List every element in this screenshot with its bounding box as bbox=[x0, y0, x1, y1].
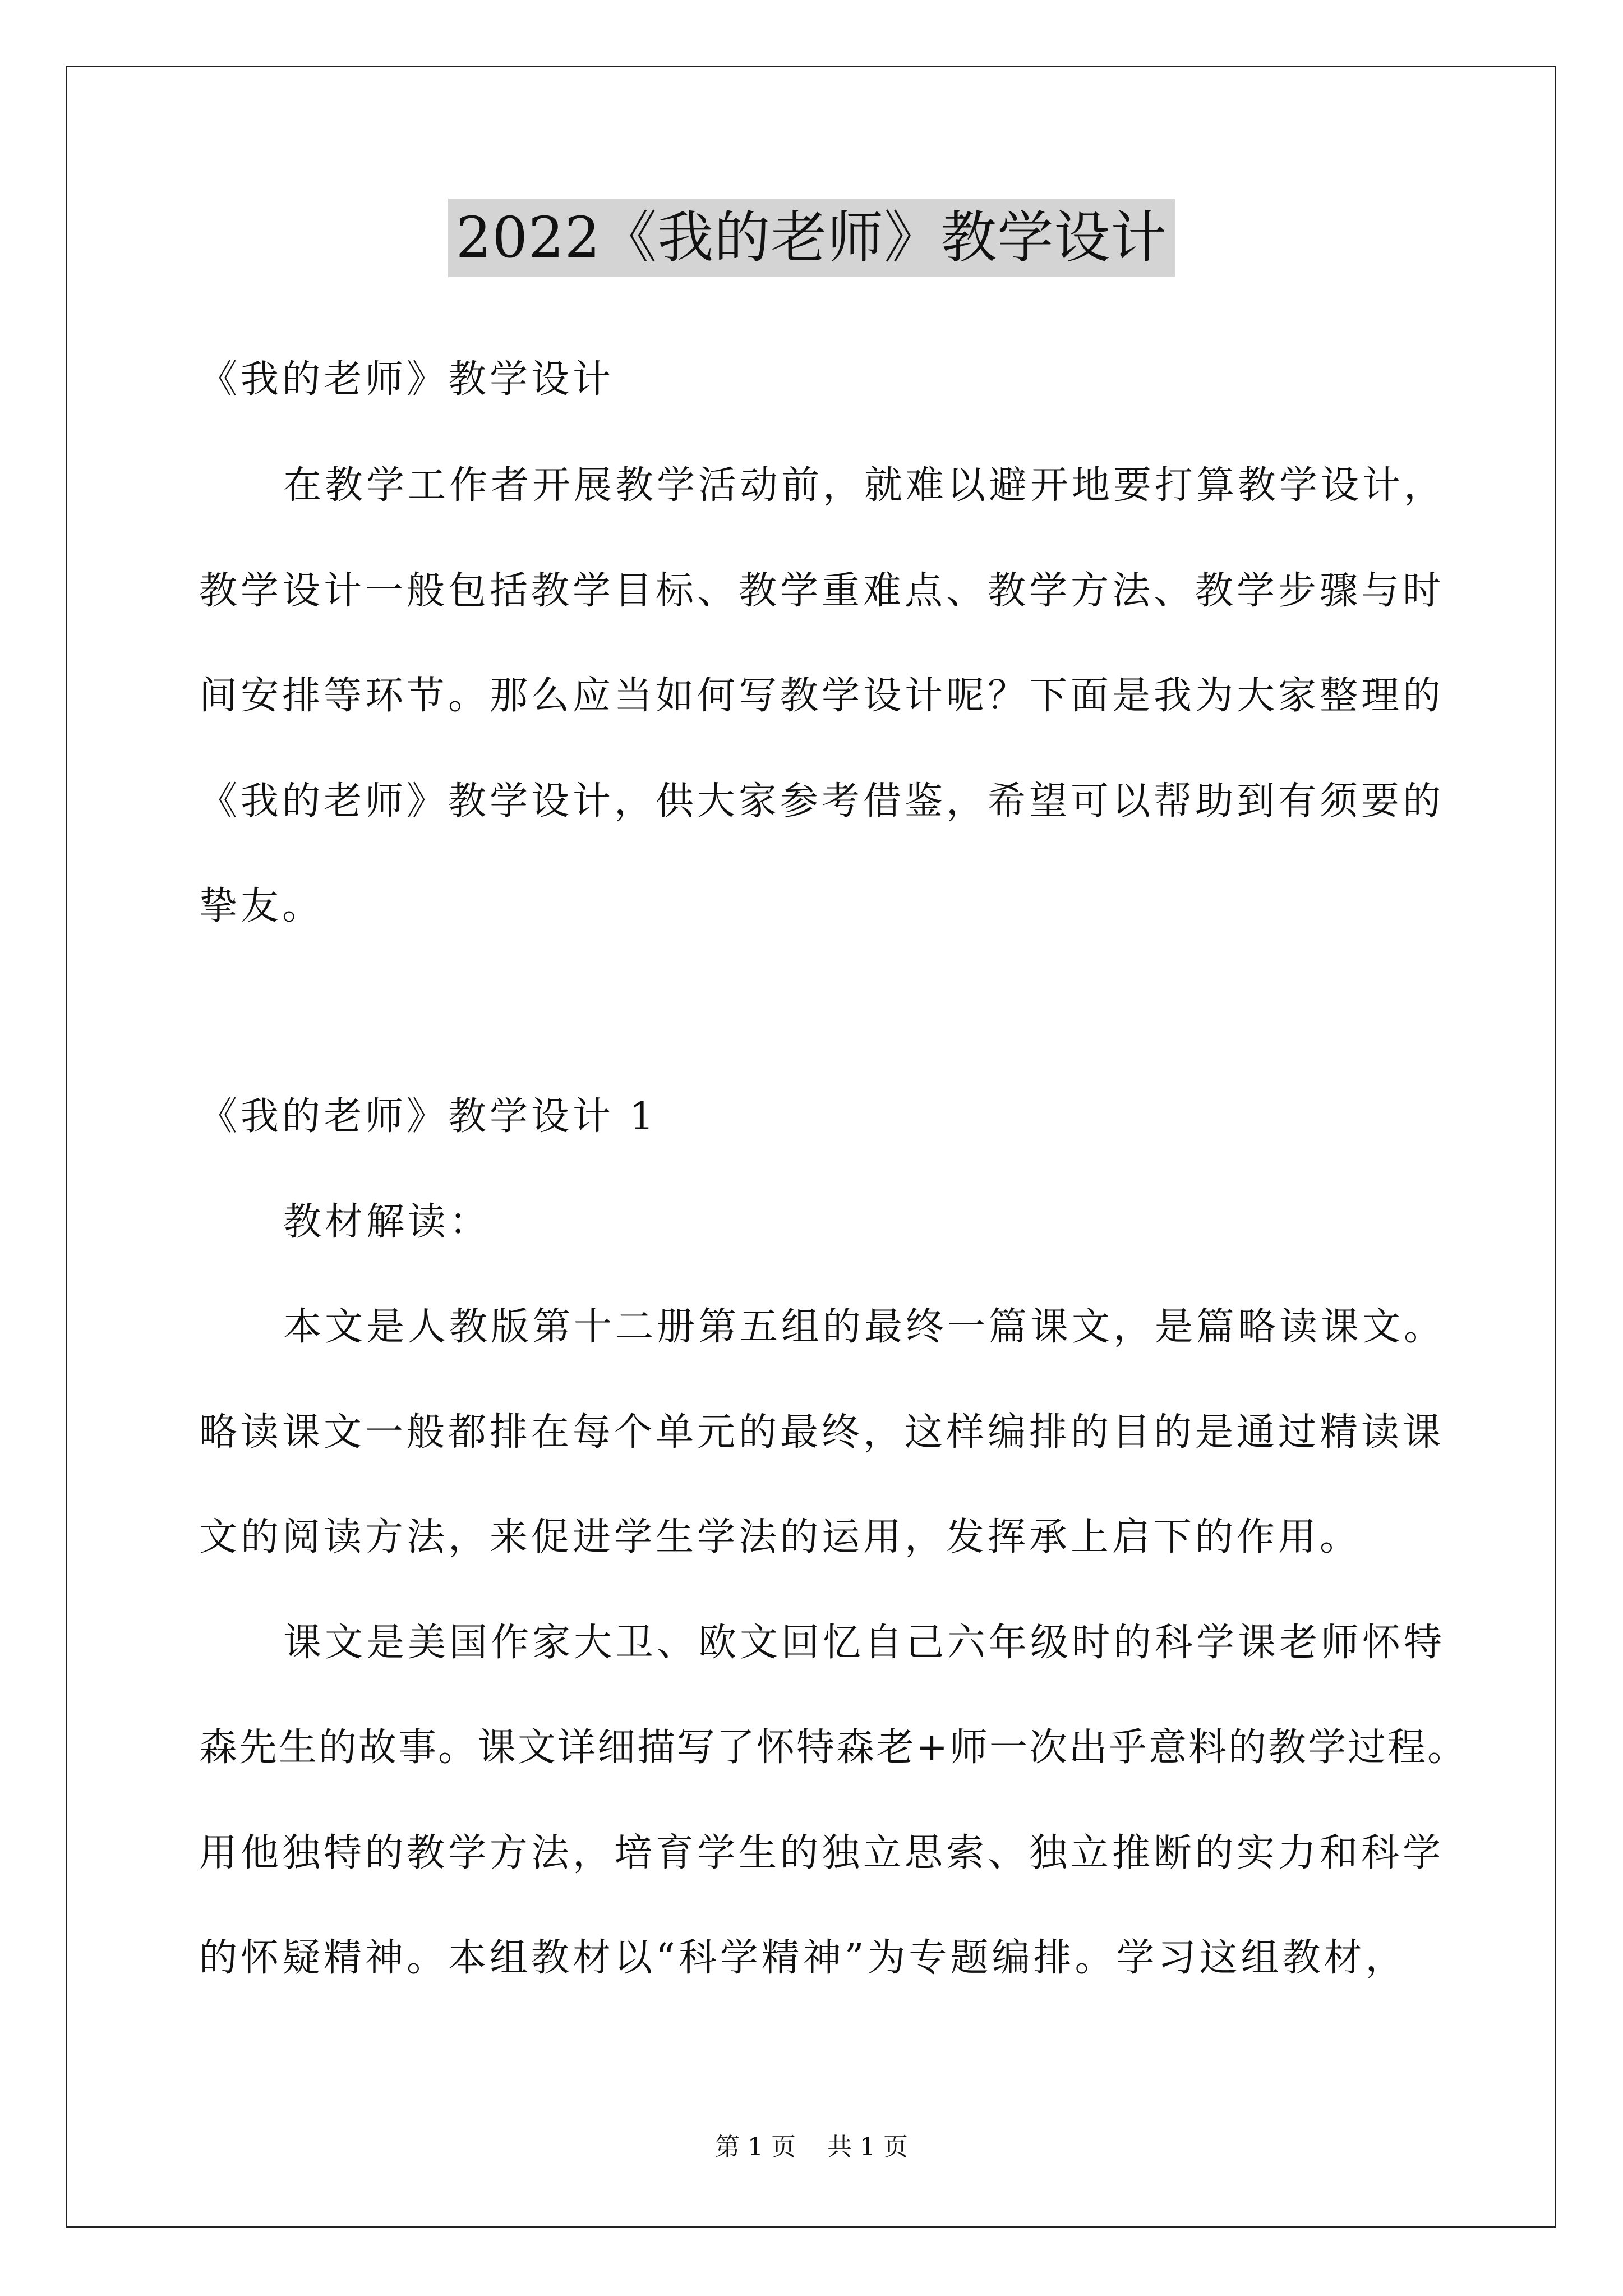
page-total: 共 1 页 bbox=[827, 2133, 908, 2161]
para1-line-1: 本文是人教版第十二册第五组的最终一篇课文，是篇略读课文。 bbox=[283, 1305, 1446, 1349]
title-container bbox=[0, 199, 1623, 277]
para2-line-1: 课文是美国作家大卫、欧文回忆自己六年级时的科学课老师怀特 bbox=[283, 1621, 1446, 1665]
para2-line-2: 森先生的故事。课文详细描写了怀特森老+师一次出乎意料的教学过程。 bbox=[199, 1726, 1467, 1770]
intro-line-4: 《我的老师》教学设计，供大家参考借鉴，希望可以帮助到有须要的 bbox=[199, 779, 1445, 823]
para1-line-2: 略读课文一般都排在每个单元的最终，这样编排的目的是通过精读课 bbox=[199, 1410, 1445, 1455]
intro-line-3: 间安排等环节。那么应当如何写教学设计呢？下面是我为大家整理的 bbox=[199, 674, 1445, 718]
page-footer bbox=[0, 2132, 1623, 2163]
para1-line-3: 文的阅读方法，来促进学生学法的运用，发挥承上启下的作用。 bbox=[199, 1515, 1362, 1559]
section-heading: 《我的老师》教学设计 1 bbox=[199, 1094, 657, 1139]
intro-line-5: 挚友。 bbox=[199, 884, 324, 928]
intro-line-2: 教学设计一般包括教学目标、教学重难点、教学方法、教学步骤与时 bbox=[199, 569, 1445, 613]
para2-line-3: 用他独特的教学方法，培育学生的独立思索、独立推断的实力和科学 bbox=[199, 1831, 1445, 1875]
material-label: 教材解读： bbox=[283, 1200, 491, 1244]
intro-line-1: 在教学工作者开展教学活动前，就难以避开地要打算教学设计， bbox=[283, 463, 1446, 508]
page-number: 第 1 页 bbox=[715, 2133, 796, 2161]
document-title: 2022《我的老师》教学设计 bbox=[448, 199, 1175, 277]
para2-line-4: 的怀疑精神。本组教材以“科学精神”为专题编排。学习这组教材， bbox=[199, 1936, 1407, 1980]
subtitle: 《我的老师》教学设计 bbox=[199, 357, 615, 402]
